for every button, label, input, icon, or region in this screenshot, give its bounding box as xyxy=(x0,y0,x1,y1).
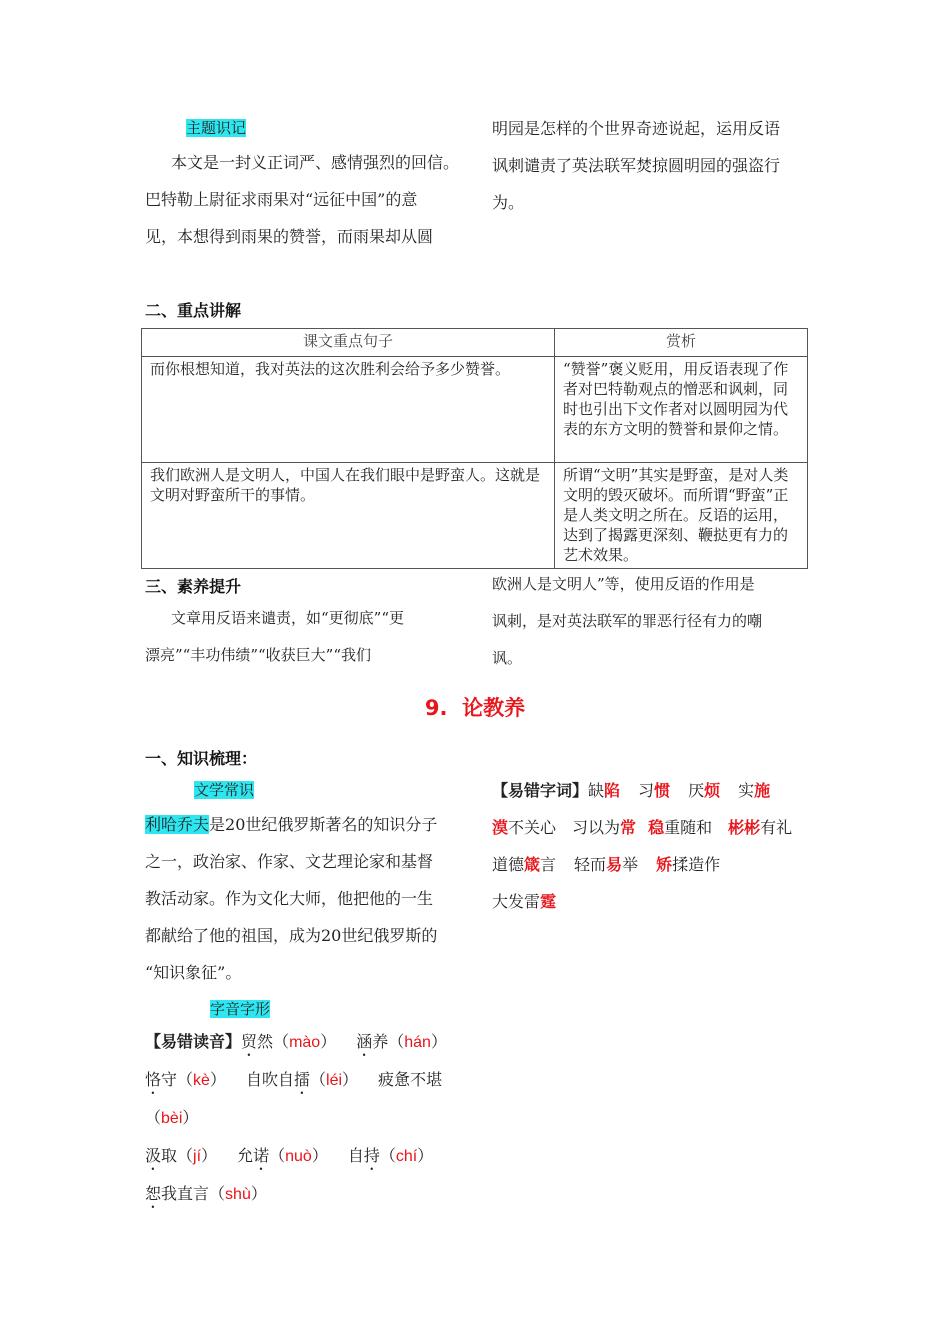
list-item: 汲取（jí） xyxy=(145,1146,218,1165)
table-row xyxy=(142,357,808,463)
list-item: 习以为常 xyxy=(572,818,637,837)
col-header-sentence: 课文重点句子 xyxy=(142,329,555,357)
list-item: 贸然（mào） xyxy=(241,1032,337,1051)
col-header-analysis: 赏析 xyxy=(555,329,808,357)
list-item: 恪守（kè） xyxy=(145,1070,226,1089)
list-item: 轻而易举 xyxy=(574,855,639,874)
theme-left-text: 本文是一封义正词严、感情强烈的回信。 巴特勒上尉征求雨果对“远征中国”的意 见，本想得到雨果的赞誉，而雨果却从圆 xyxy=(145,153,460,246)
error-words xyxy=(492,772,812,920)
list-item: 自持（chí） xyxy=(347,1146,434,1165)
list-item: 恕我直言（shù） xyxy=(145,1184,267,1203)
list-item: 漠不关心 xyxy=(492,818,557,837)
list-item: 涵养（hán） xyxy=(356,1032,447,1051)
list-item: 疲惫不堪 xyxy=(378,1070,443,1089)
list-item: 稳重随和 xyxy=(648,818,713,837)
section2-heading: 二、重点讲解 xyxy=(145,301,242,320)
list-item: 习惯 xyxy=(638,781,671,800)
author-name: 利哈乔夫 xyxy=(145,815,210,834)
list-item: 厌烦 xyxy=(688,781,721,800)
key-sentence-table xyxy=(141,328,808,569)
theme-right-text: 明园是怎样的个世界奇迹说起，运用反语 讽刺谴责了英法联军焚掠圆明园的强盗行 为。 xyxy=(492,119,781,212)
error-words-label: 【易错字词】 xyxy=(492,781,589,800)
list-item: 允诺（nuò） xyxy=(237,1146,328,1165)
pronunciation-list: 【易错读音】贸然（mào） 涵养（hán） 恪守（kè） 自吹自擂（léi） 疲惫不堪 （bèi） 汲取（jí） 允诺（nuò） 自持（chí） 恕我直言（shù） xyxy=(145,1032,447,1203)
table-row xyxy=(142,463,808,569)
literature-text: 利哈乔夫是20世纪俄罗斯著名的知识分子 之一，政治家、作家、文艺理论家和基督 教活动家。作为文化大师，他把他的一生 都献给了他的祖国，成为20世纪俄罗斯的 “知识象征”。 xyxy=(145,815,438,982)
analysis-cell: 所谓“文明”其实是野蛮，是对人类文明的毁灭破坏。而所谓“野蛮”正是人类文明之所在。反语的运用，达到了揭露更深刻、鞭挞更有力的艺术效果。 xyxy=(555,463,808,569)
list-item: 彬彬有礼 xyxy=(728,818,793,837)
list-item: 自吹自擂（léi） xyxy=(245,1070,359,1089)
list-item: 大发雷霆 xyxy=(492,892,557,911)
pronunciation-label: 【易错读音】 xyxy=(145,1032,242,1051)
list-item: 实施 xyxy=(738,781,771,800)
knowledge-heading: 一、知识梳理： xyxy=(145,749,258,768)
theme-tag: 主题识记 xyxy=(186,119,247,137)
section3-left-text: 文章用反语来谴责，如“更彻底”“更 漂亮”“丰功伟绩”“收获巨大”“我们 xyxy=(145,609,405,664)
section3-right-text: 欧洲人是文明人”等，使用反语的作用是 讽刺，是对英法联军的罪恶行径有力的嘲 讽。 xyxy=(492,575,763,667)
analysis-cell: “赞誉”褒义贬用，用反语表现了作者对巴特勒观点的憎恶和讽刺，同时也引出下文作者对以圆明园为代表的东方文明的赞誉和景仰之情。 xyxy=(555,357,808,463)
section3-heading: 三、素养提升 xyxy=(145,577,242,596)
lesson-title: 9. 论教养 xyxy=(424,696,526,720)
list-item: 道德箴言 xyxy=(492,855,557,874)
list-item: 缺陷 xyxy=(588,781,621,800)
sentence-cell: 我们欧洲人是文明人，中国人在我们眼中是野蛮人。这就是文明对野蛮所干的事情。 xyxy=(142,463,555,569)
pronunciation-tag: 字音字形 xyxy=(210,1000,271,1018)
sentence-cell: 而你根想知道，我对英法的这次胜利会给予多少赞誉。 xyxy=(142,357,555,463)
literature-tag: 文学常识 xyxy=(194,781,255,799)
list-item: 矫揉造作 xyxy=(656,855,721,874)
